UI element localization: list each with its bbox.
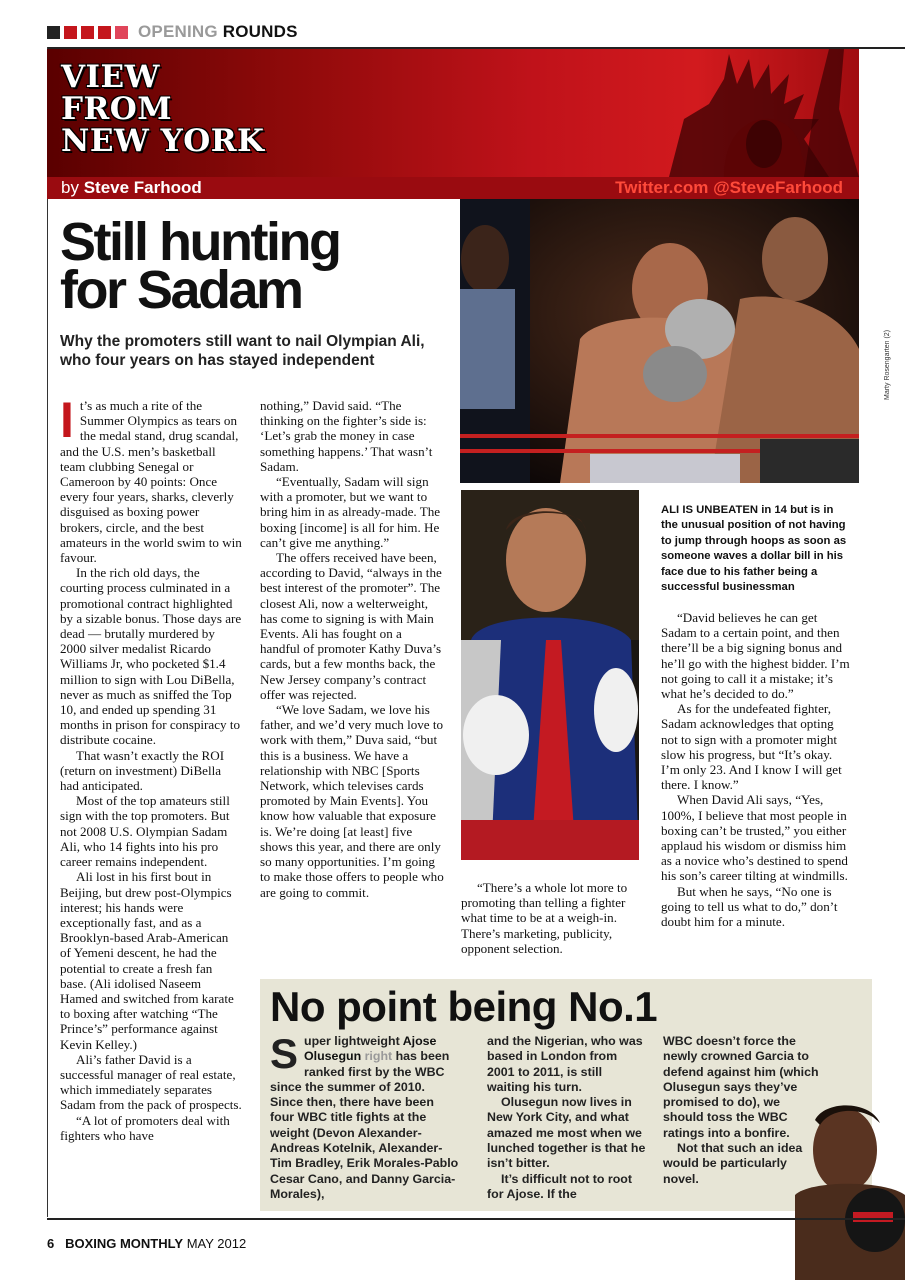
paragraph: “A lot of promoters deal with fighters who have: [60, 1112, 230, 1143]
sidebar-column-2: [487, 1034, 647, 1202]
paragraph: Most of the top amateurs still sign with the top promoters. But not 2008 U.S. Olympian Sadam Ali, who 14 fights into his pro career remains independent.: [60, 793, 230, 870]
paragraph: “We love Sadam, we love his father, and we’d very much love to work with them,” Duva said, “but this is a business. We have a relationship with NBC [Sports Network, which televises cards promoted by Main Events]. You know how valuable that exposure is. We’re doing [at least] five shows this year, and there are only so many opportunities. I’m going to make those offers to people who are going to commit.: [260, 702, 444, 900]
paragraph: “David believes he can get Sadam to a certain point, and then there’ll be a big signing bonus and he’ll go with the highest bidder. I’m not going to call it a mistake; it’s what he’s decided to do.”: [661, 610, 850, 702]
twitter-handle: Twitter.com @SteveFarhood: [615, 178, 843, 197]
section-square-4: [98, 26, 111, 39]
sidebar-box: [260, 979, 872, 1211]
portrait-photo: [461, 490, 639, 860]
fighter-name: Ajose Olusegun: [304, 1034, 437, 1064]
photo-caption: ALI IS UNBEATEN in 14 but is in the unusual position of not having to jump through hoops as soon as someone waves a dollar bill in his face due to his father being a successful businessman: [661, 504, 847, 594]
sidebar-column-1: [270, 1030, 460, 1202]
paragraph: It’s difficult not to root for Ajose. If the: [487, 1171, 632, 1201]
magazine-name: BOXING MONTHLY: [65, 1236, 184, 1251]
paragraph: When David Ali says, “Yes, 100%, I believe that most people in boxing can’t be trusted,” you either applaud his wisdom or dismiss him as a novice who’s destined to spend his son’s career tilting at windmills.: [661, 792, 848, 884]
section-word-rounds: ROUNDS: [222, 22, 298, 41]
article-column-1: [60, 392, 242, 1143]
byline-bar: [47, 177, 859, 199]
headline-line-2: for Sadam: [60, 260, 302, 320]
byline: [61, 178, 202, 198]
paragraph: The offers received have been, according to David, “always in the best interest of the promoter”. The closest Ali, now a welterweight, has come to signing is with Main Events. Ali has fought on a handful of promoter Kathy Duva’s cards, but a few months back, the New Jersey company’s contract offer was rejected.: [260, 550, 442, 702]
paragraph: But when he says, “No one is going to tell us what to do,” don’t doubt him for a minute.: [661, 883, 838, 930]
section-square-1: [47, 26, 60, 39]
paragraph: Olusegun now lives in New York City, and what amazed me most when we lunched together is that he isn’t bitter.: [487, 1095, 646, 1171]
column-banner: [47, 49, 859, 177]
column-title-line-3: NEW YORK: [61, 123, 265, 159]
boxer-cutout-photo: [795, 1095, 905, 1280]
article-column-2: [260, 398, 445, 900]
drop-cap: I: [60, 392, 74, 448]
left-rule: [47, 47, 48, 1217]
author-name: Steve Farhood: [83, 178, 202, 197]
paragraph: “There’s a whole lot more to promoting than telling a fighter what time to be at a weigh-in. There’s marketing, publicity, opponent selection.: [461, 880, 628, 956]
photo-direction-label: right: [364, 1049, 393, 1064]
section-square-5: [115, 26, 128, 39]
issue-date: MAY 2012: [186, 1236, 247, 1251]
article-headline: [60, 212, 450, 320]
section-title: [138, 22, 298, 42]
paragraph: In the rich old days, the courting process culminated in a promotional contract highlighted by a sizable bonus. Those days are dead — brutally murdered by 2000 silver medalist Ricardo Williams Jr, who pocketed $1.4 million to sign with Lou DiBella, never as much as sniffed the Top 10, and ended up spending 31 months in prison for conspiracy to distribute cocaine.: [60, 565, 242, 748]
section-square-2: [64, 26, 77, 39]
paragraph: and the Nigerian, who was based in London from 2001 to 2011, is still waiting his turn.: [487, 1034, 643, 1094]
section-square-3: [81, 26, 94, 39]
sidebar-headline: No point being No.1: [270, 983, 658, 1030]
headline-line-1: Still hunting: [60, 212, 340, 272]
paragraph: Ali’s father David is a successful manager of real estate, which immediately separates Sadam from the pack of prospects.: [60, 1051, 242, 1113]
paragraph: That wasn’t exactly the ROI (return on investment) DiBella had anticipated.: [60, 747, 225, 794]
article-column-3: [461, 880, 646, 956]
section-label: [47, 22, 298, 42]
paragraph: Not that such an idea would be particularly novel.: [663, 1141, 803, 1186]
photo-credit: Marty Rosengarten (2): [884, 329, 891, 400]
paragraph: nothing,” David said. “The thinking on the fighter’s side is: ‘Let’s grab the money in case something happens.’ That wasn’t Sadam.: [260, 398, 433, 474]
paragraph: “Eventually, Sadam will sign with a promoter, but we want to bring him in as already-made. The boxing [income] is all for him. He can’t give me anything.”: [260, 474, 441, 550]
column-title-line-1: VIEW: [61, 59, 160, 95]
article-column-4: [661, 610, 853, 929]
column-title: [61, 61, 264, 157]
bottom-rule: [47, 1218, 905, 1220]
paragraph: Ali lost in his first bout in Beijing, but drew post-Olympics interest; his hands were exceptionally fast, and as a Brooklyn-based Arab-American of Yemeni descent, he had the potential to create a fresh fan base. (Ali idolised Naseem Hamed and switched from karate to boxing after watching “The Prince’s” performance against Kevin Kelley.): [60, 869, 234, 1052]
sidebar-text: uper lightweight: [304, 1034, 403, 1048]
column-title-line-2: FROM: [61, 91, 173, 127]
page-number: 6: [47, 1236, 55, 1251]
section-word-opening: OPENING: [138, 22, 218, 41]
article-deck: Why the promoters still want to nail Olympian Ali, who four years on has stayed independent: [60, 333, 425, 369]
byline-prefix: by: [61, 178, 79, 197]
page-footer: [47, 1236, 246, 1251]
statue-of-liberty-icon: [629, 49, 859, 177]
paragraph: WBC doesn’t force the newly crowned Garcia to defend against him (which Olusegun says they’ve promised to do), we should toss the WBC ratings into a bonfire.: [663, 1034, 819, 1140]
fight-photo: [460, 199, 859, 483]
paragraph: t’s as much a rite of the Summer Olympics as tears on the medal stand, drug scandal, and the U.S. men’s basketball team clubbing Senegal or Cameroon by 40 points: Once every four years, sharks, cleverly disguised as boxing power brokers, circle, and the best amateurs in the world swim to win favour.: [60, 398, 242, 566]
paragraph: As for the undefeated fighter, Sadam acknowledges that opting not to sign with a promoter might slow his progress, but “It’s okay. I’m only 23. And I know I will get there. I know.”: [661, 701, 842, 793]
sidebar-text: has been ranked first by the WBC since the summer of 2010. Since then, there have been four WBC title fights at the weight (Devon Alexander-Andreas Kotelnik, Alexander-Tim Bradley, Erik Morales-Pablo Cesar Cano, and Danny Garcia-Morales),: [270, 1049, 459, 1201]
sidebar-drop-cap: S: [270, 1030, 299, 1077]
